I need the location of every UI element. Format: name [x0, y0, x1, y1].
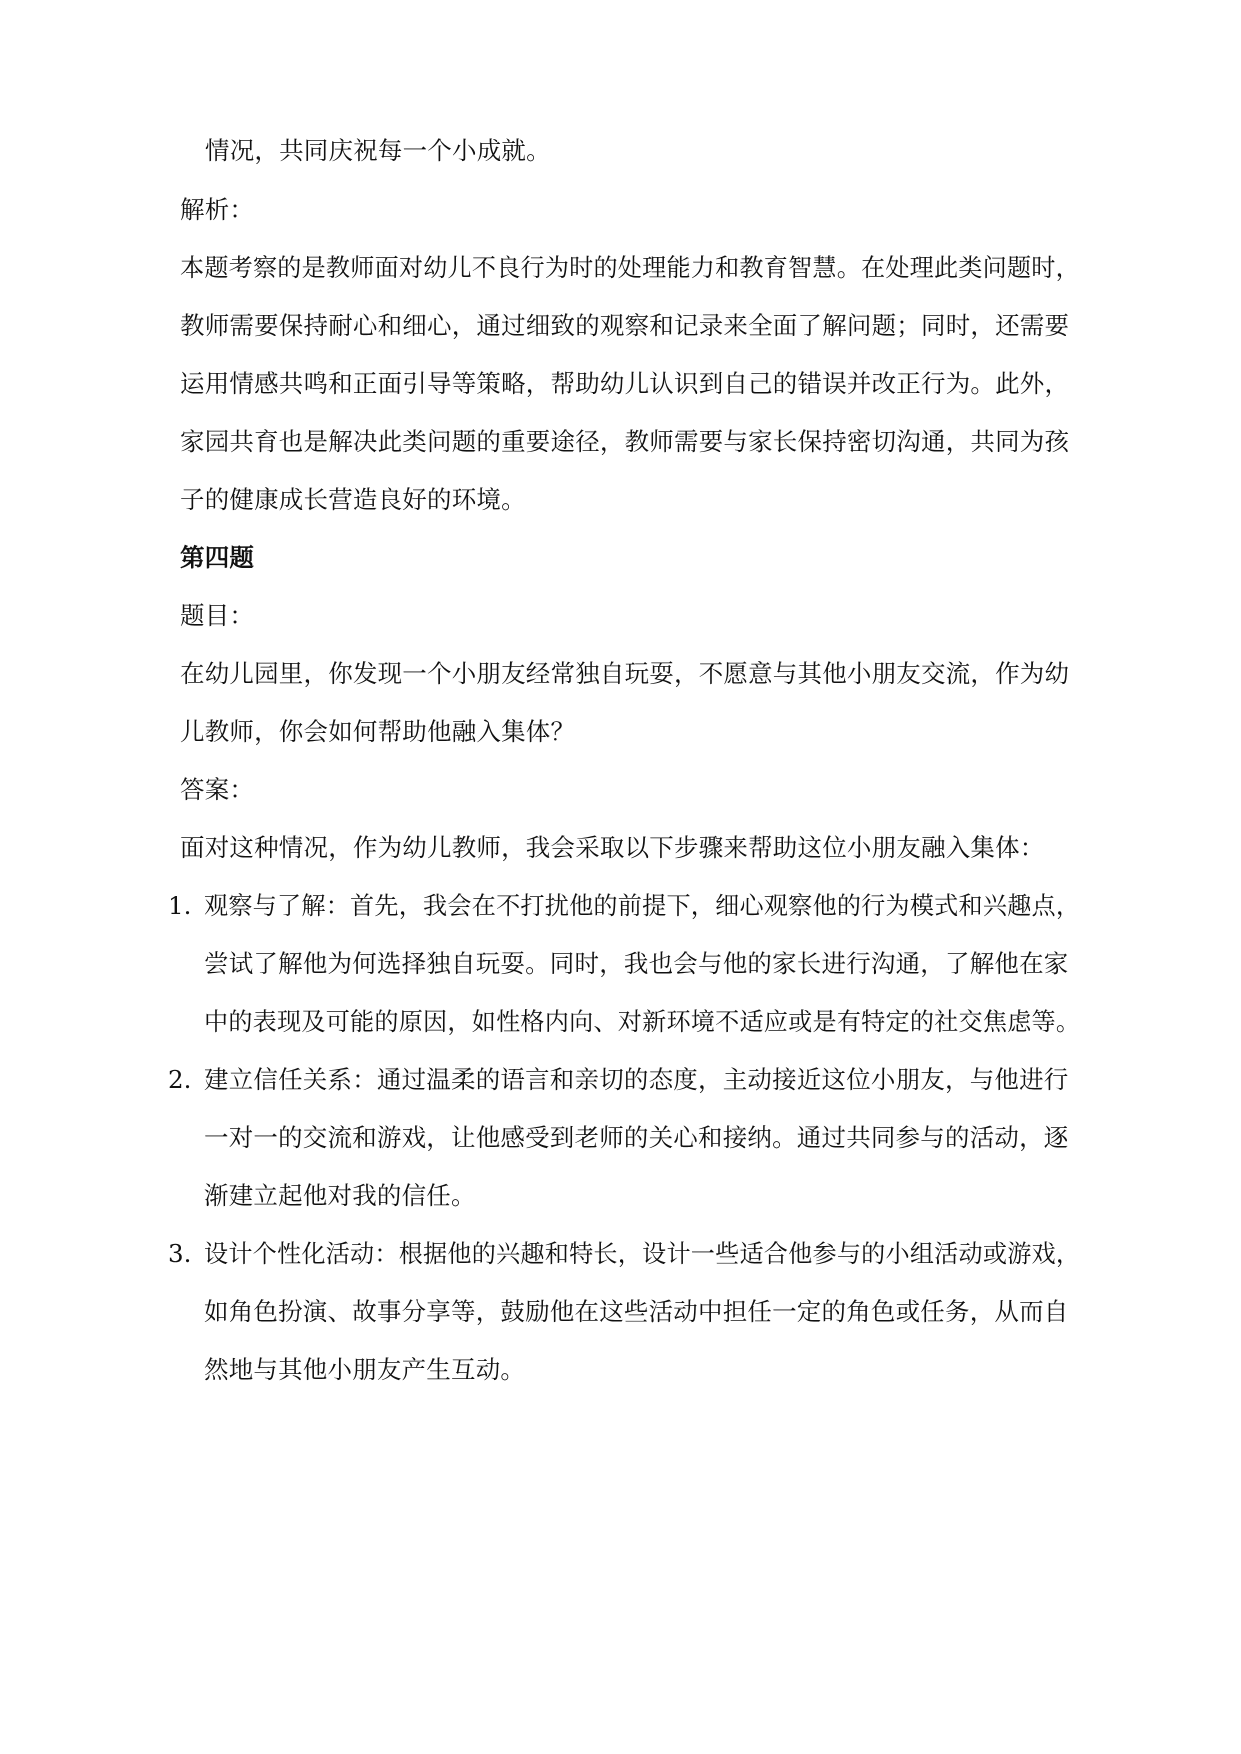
analysis-label: 解析： [180, 195, 255, 224]
analysis-line: 教师需要保持耐心和细心，通过细致的观察和记录来全面了解问题；同时，还需要 [180, 311, 1070, 340]
step-line: 尝试了解他为何选择独自玩耍。同时，我也会与他的家长进行沟通，了解他在家 [204, 949, 1069, 978]
step-line: 一对一的交流和游戏，让他感受到老师的关心和接纳。通过共同参与的活动，逐 [204, 1123, 1069, 1152]
step-line: 中的表现及可能的原因，如性格内向、对新环境不适应或是有特定的社交焦虑等。 [204, 1007, 1081, 1036]
step-line: 观察与了解：首先，我会在不打扰他的前提下，细心观察他的行为模式和兴趣点， [204, 891, 1081, 920]
question-line: 儿教师，你会如何帮助他融入集体？ [180, 717, 576, 746]
answer-label: 答案： [180, 775, 255, 804]
step-number: 2. [168, 1065, 192, 1094]
answer-intro: 面对这种情况，作为幼儿教师，我会采取以下步骤来帮助这位小朋友融入集体： [180, 833, 1045, 862]
step-number: 1. [168, 891, 192, 920]
step-line: 渐建立起他对我的信任。 [204, 1181, 476, 1210]
step-line: 然地与其他小朋友产生互动。 [204, 1355, 526, 1384]
section-title: 第四题 [180, 543, 255, 572]
question-line: 在幼儿园里，你发现一个小朋友经常独自玩耍，不愿意与其他小朋友交流，作为幼 [180, 659, 1070, 688]
analysis-line: 子的健康成长营造良好的环境。 [180, 485, 526, 514]
step-number: 3. [168, 1239, 192, 1268]
continuation-line: 情况，共同庆祝每一个小成就。 [205, 136, 551, 165]
analysis-line: 家园共育也是解决此类问题的重要途径，教师需要与家长保持密切沟通，共同为孩 [180, 427, 1070, 456]
analysis-line: 本题考察的是教师面对幼儿不良行为时的处理能力和教育智慧。在处理此类问题时， [180, 253, 1080, 282]
step-line: 设计个性化活动：根据他的兴趣和特长，设计一些适合他参与的小组活动或游戏， [204, 1239, 1081, 1268]
step-line: 建立信任关系：通过温柔的语言和亲切的态度，主动接近这位小朋友，与他进行 [204, 1065, 1069, 1094]
step-line: 如角色扮演、故事分享等，鼓励他在这些活动中担任一定的角色或任务，从而自 [204, 1297, 1069, 1326]
analysis-line: 运用情感共鸣和正面引导等策略，帮助幼儿认识到自己的错误并改正行为。此外， [180, 369, 1070, 398]
question-label: 题目： [180, 601, 255, 630]
